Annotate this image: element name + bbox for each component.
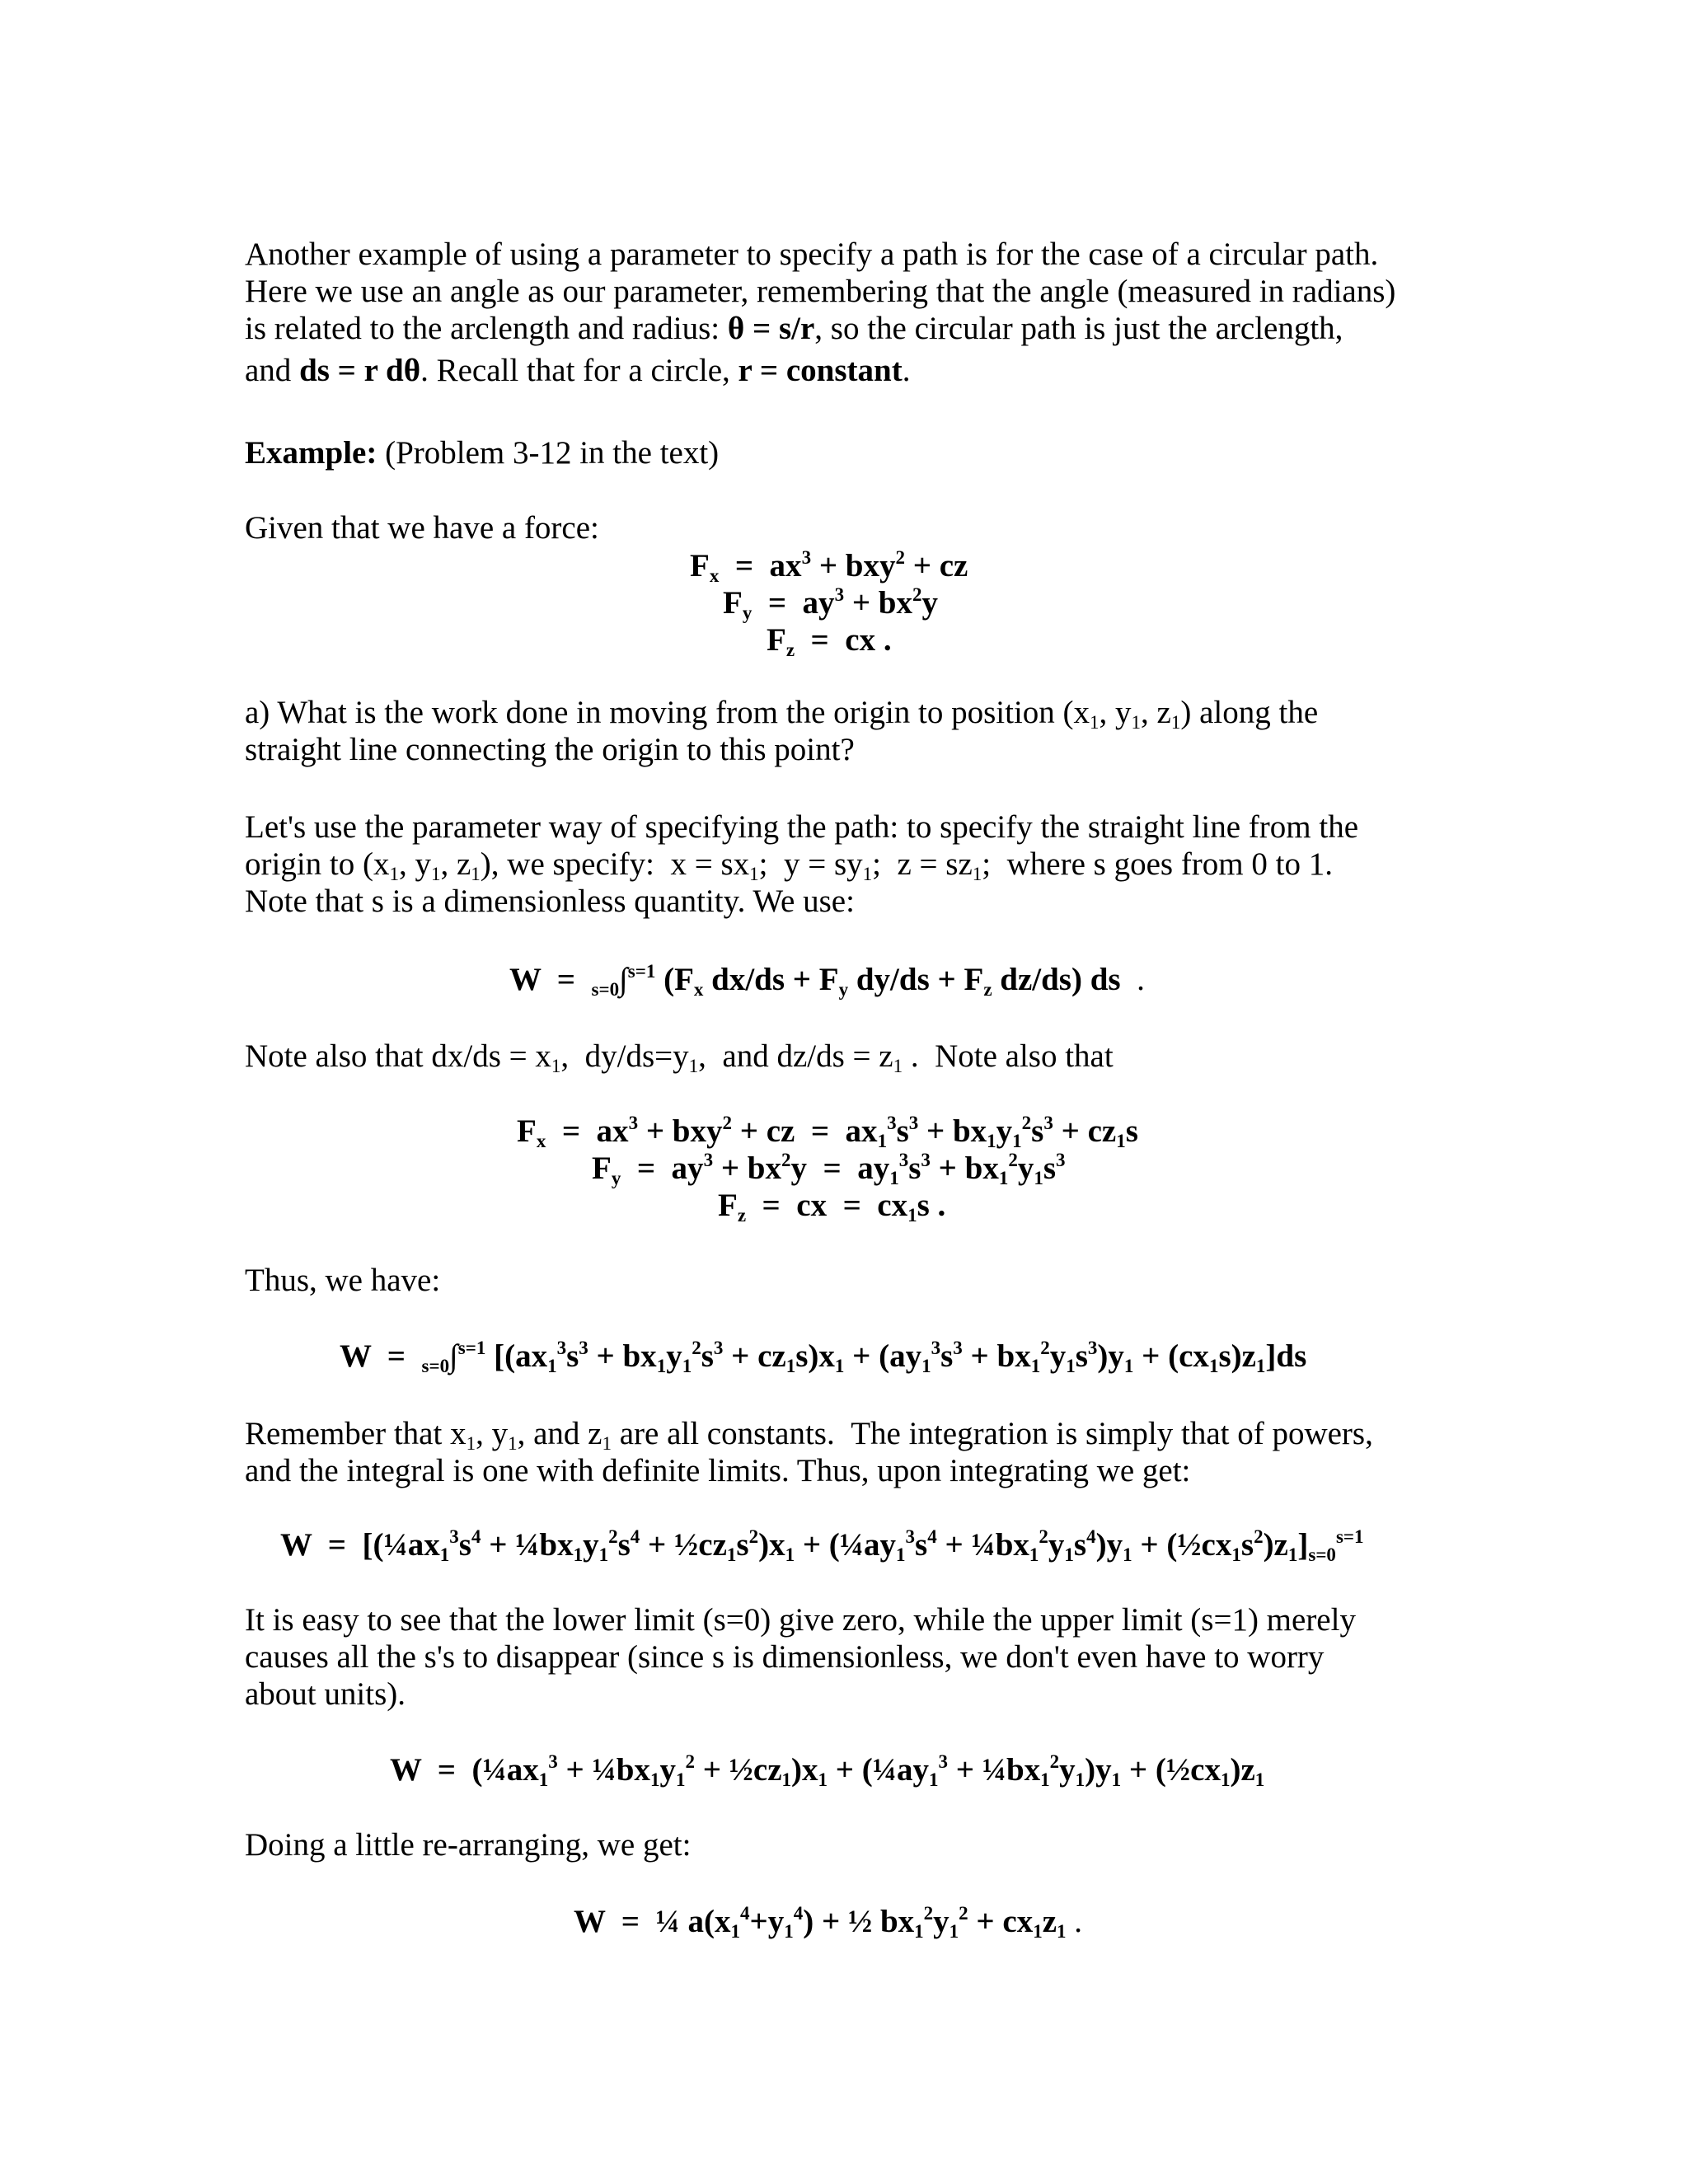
- intro-line-2: Here we use an angle as our parameter, remembering that the angle (measured in radians): [245, 274, 1396, 309]
- force-fx: $F_x = ax^3 + bxy^2$ + cz: [690, 547, 968, 586]
- given-text: Given that we have a force:: [245, 510, 599, 546]
- ds-equation: ds = r dθ: [299, 353, 421, 388]
- force-s-fy: $F_y = ay^3 + bx^2y = ay_1^3s^3 + bx_1^2y_1s^3$: [592, 1150, 1066, 1188]
- force-s-fx: $F_x = ax^3 + bxy^2$ + cz = $ax_1^3s^3 + bx_1y_1^2s^3 + cz_1s$: [517, 1113, 1138, 1151]
- r-constant: r = constant: [738, 353, 903, 388]
- thus-text: Thus, we have:: [245, 1263, 441, 1298]
- param-line-2: origin to ($x_1$, $y_1$, $z_1$), we specify: $x = sx_1$; $y = sy_1$; $z = sz_1$; where s goes from 0 to 1.: [245, 846, 1333, 884]
- force-fy: $F_y = ay^3 + bx^2y$: [723, 584, 938, 623]
- example-heading: Example: (Problem 3-12 in the text): [245, 435, 720, 471]
- note-also: Note also that $dx/ds = x_1$, $dy/ds=y_1$, and $dz/ds = z_1$ . Note also that: [245, 1038, 1114, 1076]
- param-line-3: Note that s is a dimensionless quantity. We use:: [245, 883, 855, 919]
- easy-line-1: It is easy to see that the lower limit (s=0) give zero, while the upper limit (s=1) merely: [245, 1602, 1356, 1638]
- intro-paragraph: [245, 236, 1465, 389]
- force-s-fz: $F_z$ = cx = $cx_1s$ .: [718, 1188, 946, 1226]
- work-integral-1: W = $_{s=0}$∫$^{s=1}$ ($F_x$ $dx/ds + F_y$ $dy/ds + F_z$ dz/ds) ds .: [509, 961, 1145, 1000]
- work-evaluated: $W = (\frac{1}{4}ax_1^3$ + $\frac{1}{4}bx_1y_1^2$ + $\frac{1}{2}cz_1)x_1$ + ($\frac{1}{4}ay_1^3$ + $\frac{1}{4}bx_1^2y_1)y_1$ + $(\frac{1}{2}cx_1)z_1$: [390, 1751, 1265, 1790]
- rearranging-text: Doing a little re-arranging, we get:: [245, 1827, 692, 1863]
- example-label: Example:: [245, 435, 377, 471]
- easy-line-2: causes all the s's to disappear (since s is dimensionless, we don't even have to worry: [245, 1639, 1325, 1675]
- param-paragraph: [245, 808, 1465, 920]
- remember-line-2: and the integral is one with definite limits. Thus, upon integrating we get:: [245, 1453, 1191, 1488]
- remember-paragraph: [245, 1415, 1465, 1489]
- part-a: [245, 694, 1465, 768]
- easy-line-3: about units).: [245, 1676, 406, 1712]
- remember-line-1: Remember that $x_1$, $y_1$, and $z_1$ are all constants. The integration is simply that of powers,: [245, 1416, 1373, 1454]
- param-line-1: Let's use the parameter way of specifying the path: to specify the straight line from the: [245, 809, 1359, 845]
- intro-line-1: Another example of using a parameter to specify a path is for the case of a circular path.: [245, 237, 1379, 272]
- intro-line-3: is related to the arclength and radius: θ = s/r, so the circular path is just the arclength,: [245, 311, 1343, 346]
- work-integrated: $W = [(\frac{1}{4}ax_1^3s^4$ + $\frac{1}{4}bx_1y_1^2s^4$ + $\frac{1}{2}cz_1s^2)x_1$ + ($\frac{1}{4}ay_1^3s^4$ + $\frac{1}{4}bx_1^2y_1s^4)y_1$ + $(\frac{1}{2}cx_1s^2)z_1]_{s=0}^{s=1}$: [280, 1526, 1364, 1565]
- intro-line-4: and ds = r dθ. Recall that for a circle, r = constant.: [245, 353, 911, 388]
- part-a-line-1: a) What is the work done in moving from the origin to position ($x_1$, $y_1$, $z_1$) along the: [245, 695, 1319, 733]
- force-fz: $F_z$ = cx .: [767, 622, 892, 660]
- part-a-line-2: straight line connecting the origin to this point?: [245, 732, 855, 767]
- theta-equation: θ = s/r: [727, 311, 815, 346]
- work-integral-2: W = $_{s=0}$∫$^{s=1}$ $[(ax_1^3s^3 + bx_1y_1^2s^3 + cz_1s)x_1 + (ay_1^3s^3 + bx_1^2y_1s^3)y_1 + (cx_1s)z_1]ds$: [340, 1338, 1307, 1376]
- easy-paragraph: [245, 1601, 1465, 1713]
- work-final: W = ¼ $a(x_1^4+y_1^4)$ + ½ $bx_1^2y_1^2 + cx_1z_1$ .: [574, 1903, 1083, 1942]
